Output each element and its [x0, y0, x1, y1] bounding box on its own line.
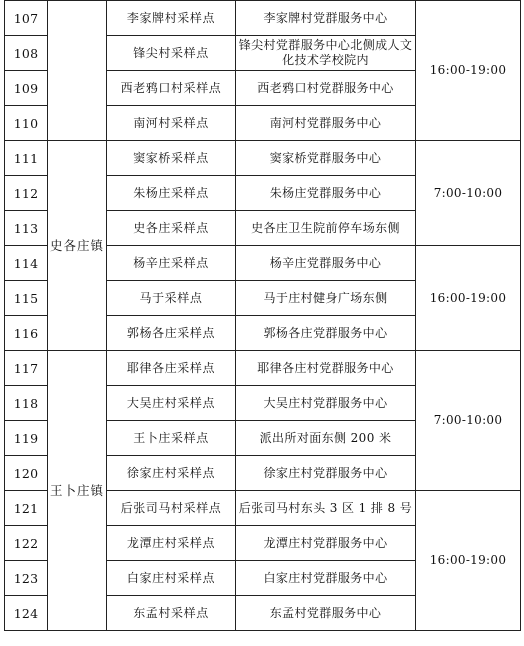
sampling-site: 杨辛庄采样点 [107, 246, 236, 281]
site-address: 杨辛庄党群服务中心 [236, 246, 416, 281]
site-address: 大吴庄村党群服务中心 [236, 386, 416, 421]
sampling-site: 后张司马村采样点 [107, 491, 236, 526]
site-address: 史各庄卫生院前停车场东侧 [236, 211, 416, 246]
sampling-time: 16:00-19:00 [416, 491, 521, 631]
sampling-site: 白家庄村采样点 [107, 561, 236, 596]
row-number: 113 [5, 211, 48, 246]
row-number: 116 [5, 316, 48, 351]
sampling-site: 窦家桥采样点 [107, 141, 236, 176]
site-address: 龙潭庄村党群服务中心 [236, 526, 416, 561]
sampling-time: 7:00-10:00 [416, 351, 521, 491]
site-address: 派出所对面东侧 200 米 [236, 421, 416, 456]
site-address: 耶律各庄村党群服务中心 [236, 351, 416, 386]
site-address: 后张司马村东头 3 区 1 排 8 号 [236, 491, 416, 526]
site-address: 东孟村党群服务中心 [236, 596, 416, 631]
row-number: 109 [5, 71, 48, 106]
site-address: 南河村党群服务中心 [236, 106, 416, 141]
site-address: 朱杨庄党群服务中心 [236, 176, 416, 211]
row-number: 110 [5, 106, 48, 141]
sampling-site: 王卜庄采样点 [107, 421, 236, 456]
sampling-site: 徐家庄村采样点 [107, 456, 236, 491]
town-name: 王卜庄镇 [48, 351, 107, 631]
site-address: 李家牌村党群服务中心 [236, 1, 416, 36]
sampling-site: 史各庄采样点 [107, 211, 236, 246]
site-address: 锋尖村党群服务中心北侧成人文化技术学校院内 [236, 36, 416, 71]
sampling-site: 锋尖村采样点 [107, 36, 236, 71]
row-number: 114 [5, 246, 48, 281]
row-number: 123 [5, 561, 48, 596]
sampling-time: 16:00-19:00 [416, 1, 521, 141]
site-address: 白家庄村党群服务中心 [236, 561, 416, 596]
sampling-site: 东孟村采样点 [107, 596, 236, 631]
town-cell-empty [48, 1, 107, 141]
row-number: 122 [5, 526, 48, 561]
row-number: 107 [5, 1, 48, 36]
sampling-site: 李家牌村采样点 [107, 1, 236, 36]
row-number: 119 [5, 421, 48, 456]
row-number: 120 [5, 456, 48, 491]
site-address: 窦家桥党群服务中心 [236, 141, 416, 176]
row-number: 112 [5, 176, 48, 211]
row-number: 111 [5, 141, 48, 176]
row-number: 115 [5, 281, 48, 316]
sampling-site: 马于采样点 [107, 281, 236, 316]
site-address: 马于庄村健身广场东侧 [236, 281, 416, 316]
sampling-site: 南河村采样点 [107, 106, 236, 141]
table-row [5, 1, 521, 36]
sampling-sites-table [4, 0, 521, 631]
site-address: 西老鸦口村党群服务中心 [236, 71, 416, 106]
row-number: 118 [5, 386, 48, 421]
sampling-site: 大吴庄村采样点 [107, 386, 236, 421]
sampling-site: 郭杨各庄采样点 [107, 316, 236, 351]
sampling-time: 16:00-19:00 [416, 246, 521, 351]
site-address: 徐家庄村党群服务中心 [236, 456, 416, 491]
sampling-site: 龙潭庄村采样点 [107, 526, 236, 561]
row-number: 117 [5, 351, 48, 386]
row-number: 124 [5, 596, 48, 631]
row-number: 108 [5, 36, 48, 71]
site-address: 郭杨各庄党群服务中心 [236, 316, 416, 351]
sampling-site: 朱杨庄采样点 [107, 176, 236, 211]
table-row [5, 351, 521, 386]
sampling-site: 西老鸦口村采样点 [107, 71, 236, 106]
row-number: 121 [5, 491, 48, 526]
table-row [5, 141, 521, 176]
sampling-time: 7:00-10:00 [416, 141, 521, 246]
town-name: 史各庄镇 [48, 141, 107, 351]
sampling-site: 耶律各庄采样点 [107, 351, 236, 386]
